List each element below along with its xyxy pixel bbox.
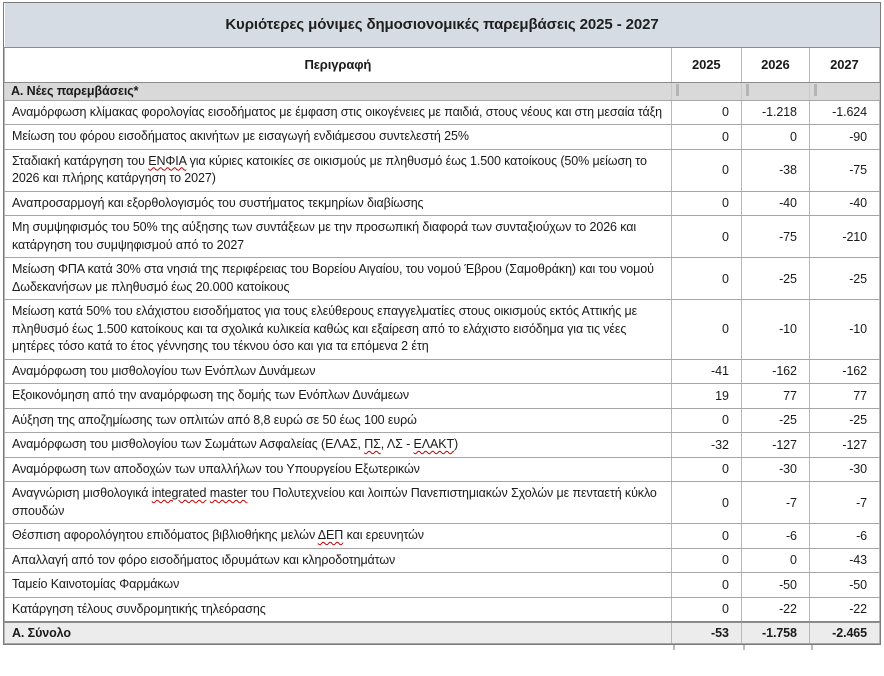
table-row: [5, 384, 880, 409]
row-value-2027: -43: [809, 548, 879, 573]
row-description: Κατάργηση τέλους συνδρομητικής τηλεόρασης: [5, 597, 672, 622]
table-row: [5, 125, 880, 150]
border-artifact: [811, 645, 813, 650]
row-value-2025: 0: [671, 100, 741, 125]
row-value-2025: 19: [671, 384, 741, 409]
spellcheck-word: ΠΣ: [364, 437, 381, 451]
table-body: [5, 82, 880, 644]
cell-divider-mark: [814, 84, 817, 96]
spellcheck-word: ΕΝΦΙΑ: [148, 153, 187, 168]
table-row: [5, 597, 880, 622]
row-value-2025: 0: [671, 300, 741, 360]
row-value-2027: -25: [809, 408, 879, 433]
total-value-2027: -2.465: [809, 622, 879, 644]
row-value-2027: -22: [809, 597, 879, 622]
row-value-2026: 0: [741, 125, 809, 150]
section-empty-cell: [671, 82, 741, 100]
row-value-2027: 77: [809, 384, 879, 409]
row-value-2025: 0: [671, 457, 741, 482]
total-label: Α. Σύνολο: [5, 622, 672, 644]
row-value-2027: -75: [809, 149, 879, 191]
row-description: Σταδιακή κατάργηση του ΕΝΦΙΑ για κύριες κατοικίες σε οικισμούς με πληθυσμό έως 1.500 κατοίκους (50% μείωση το 2026 και πλήρης κατάργηση το 2027): [5, 149, 672, 191]
row-value-2025: -32: [671, 433, 741, 458]
row-value-2026: -22: [741, 597, 809, 622]
row-value-2026: -7: [741, 482, 809, 524]
row-value-2027: -127: [809, 433, 879, 458]
row-value-2025: 0: [671, 597, 741, 622]
cell-divider-mark: [676, 84, 679, 96]
row-value-2026: -75: [741, 216, 809, 258]
row-description: Θέσπιση αφορολόγητου επιδόματος βιβλιοθήκης μελών ΔΕΠ και ερευνητών: [5, 524, 672, 549]
row-value-2025: 0: [671, 216, 741, 258]
row-description: Απαλλαγή από τον φόρο εισοδήματος ιδρυμάτων και κληροδοτημάτων: [5, 548, 672, 573]
table-row: [5, 548, 880, 573]
row-value-2027: -30: [809, 457, 879, 482]
row-description: Αναμόρφωση του μισθολογίου των Ενόπλων Δυνάμεων: [5, 359, 672, 384]
row-value-2026: -50: [741, 573, 809, 598]
title-row: [5, 3, 880, 47]
spellcheck-word: ΕΛΑΚΤ: [413, 437, 455, 451]
row-value-2027: -7: [809, 482, 879, 524]
row-description: Αναμόρφωση του μισθολογίου των Σωμάτων Ασφαλείας (ΕΛΑΣ, ΠΣ, ΛΣ - ΕΛΑΚΤ): [5, 433, 672, 458]
row-description: Ταμείο Καινοτομίας Φαρμάκων: [5, 573, 672, 598]
row-description: Μη συμψηφισμός του 50% της αύξησης των συντάξεων με την προσωπική διαφορά των συνταξιούχων το 2026 και κατάργηση του συμψηφισμού από το 2027: [5, 216, 672, 258]
row-description: Μείωση του φόρου εισοδήματος ακινήτων με εισαγωγή ενδιάμεσου συντελεστή 25%: [5, 125, 672, 150]
total-value-2026: -1.758: [741, 622, 809, 644]
row-value-2027: -50: [809, 573, 879, 598]
cell-divider-mark: [746, 84, 749, 96]
row-value-2025: 0: [671, 548, 741, 573]
row-value-2025: 0: [671, 573, 741, 598]
section-empty-cell: [809, 82, 879, 100]
table-row: [5, 258, 880, 300]
table-frame: [3, 2, 881, 645]
table-row: [5, 482, 880, 524]
row-value-2026: -25: [741, 408, 809, 433]
row-value-2025: 0: [671, 258, 741, 300]
row-description: Αναμόρφωση κλίμακας φορολογίας εισοδήματος με έμφαση στις οικογένειες με παιδιά, στους νέους και στη μεσαία τάξη: [5, 100, 672, 125]
row-description: Αναπροσαρμογή και εξορθολογισμός του συστήματος τεκμηρίων διαβίωσης: [5, 191, 672, 216]
section-header-row: [5, 82, 880, 100]
row-value-2027: -162: [809, 359, 879, 384]
row-value-2026: 77: [741, 384, 809, 409]
column-header-2026: 2026: [741, 47, 809, 82]
row-value-2027: -40: [809, 191, 879, 216]
table-title: Κυριότερες μόνιμες δημοσιονομικές παρεμβάσεις 2025 - 2027: [5, 3, 880, 47]
table-row: [5, 191, 880, 216]
row-description: Αναμόρφωση των αποδοχών των υπαλλήλων του Υπουργείου Εξωτερικών: [5, 457, 672, 482]
row-value-2027: -1.624: [809, 100, 879, 125]
column-header-description: Περιγραφή: [5, 47, 672, 82]
row-value-2026: -25: [741, 258, 809, 300]
row-value-2026: 0: [741, 548, 809, 573]
spellcheck-word: ΔΕΠ: [317, 528, 344, 542]
spellcheck-word: master: [209, 486, 248, 500]
table-row: [5, 524, 880, 549]
column-header-row: [5, 47, 880, 82]
total-value-2025: -53: [671, 622, 741, 644]
table-row: [5, 149, 880, 191]
row-value-2025: -41: [671, 359, 741, 384]
row-description: Αναγνώριση μισθολογικά integrated master του Πολυτεχνείου και λοιπών Πανεπιστημιακών Σχολών με πενταετή κύκλο σπουδών: [5, 482, 672, 524]
row-value-2025: 0: [671, 524, 741, 549]
bottom-border-artifacts: [3, 645, 884, 653]
row-value-2026: -1.218: [741, 100, 809, 125]
row-value-2026: -10: [741, 300, 809, 360]
row-value-2026: -40: [741, 191, 809, 216]
row-value-2026: -30: [741, 457, 809, 482]
row-value-2027: -90: [809, 125, 879, 150]
row-value-2027: -25: [809, 258, 879, 300]
section-label: Α. Νέες παρεμβάσεις*: [5, 82, 672, 100]
row-description: Εξοικονόμηση από την αναμόρφωση της δομής των Ενόπλων Δυνάμεων: [5, 384, 672, 409]
row-value-2027: -10: [809, 300, 879, 360]
table-row: [5, 100, 880, 125]
table-row: [5, 408, 880, 433]
table-row: [5, 216, 880, 258]
row-value-2026: -162: [741, 359, 809, 384]
row-value-2025: 0: [671, 149, 741, 191]
row-value-2025: 0: [671, 482, 741, 524]
row-value-2025: 0: [671, 125, 741, 150]
row-value-2026: -127: [741, 433, 809, 458]
row-value-2027: -210: [809, 216, 879, 258]
row-value-2026: -6: [741, 524, 809, 549]
column-header-2027: 2027: [809, 47, 879, 82]
table-row: [5, 300, 880, 360]
row-description: Αύξηση της αποζημίωσης των οπλιτών από 8,8 ευρώ σε 50 έως 100 ευρώ: [5, 408, 672, 433]
row-value-2025: 0: [671, 408, 741, 433]
row-value-2027: -6: [809, 524, 879, 549]
total-row: [5, 622, 880, 644]
row-value-2025: 0: [671, 191, 741, 216]
column-header-2025: 2025: [671, 47, 741, 82]
table-row: [5, 573, 880, 598]
table-row: [5, 457, 880, 482]
border-artifact: [673, 645, 675, 650]
fiscal-table: [4, 3, 880, 644]
table-row: [5, 359, 880, 384]
row-description: Μείωση κατά 50% του ελάχιστου εισοδήματος για τους ελεύθερους επαγγελματίες στους οικισμούς εκτός Αττικής με πληθυσμό έως 1.500 κατοίκους και τα σχολικά κυλικεία καθώς και εξαίρεση από το ελάχιστο εισόδημα για τις νέες μητέρες τόσο κατά το έτος γέννησης του τέκνου όσο και για τα επόμενα 2 έτη: [5, 300, 672, 360]
row-description: Μείωση ΦΠΑ κατά 30% στα νησιά της περιφέρειας του Βορείου Αιγαίου, του νομού Έβρου (Σαμοθράκη) και του νομού Δωδεκανήσων με πληθυσμό έως 20.000 κατοίκους: [5, 258, 672, 300]
row-value-2026: -38: [741, 149, 809, 191]
border-artifact: [743, 645, 745, 650]
spellcheck-word: integrated: [151, 486, 207, 500]
table-row: [5, 433, 880, 458]
section-empty-cell: [741, 82, 809, 100]
